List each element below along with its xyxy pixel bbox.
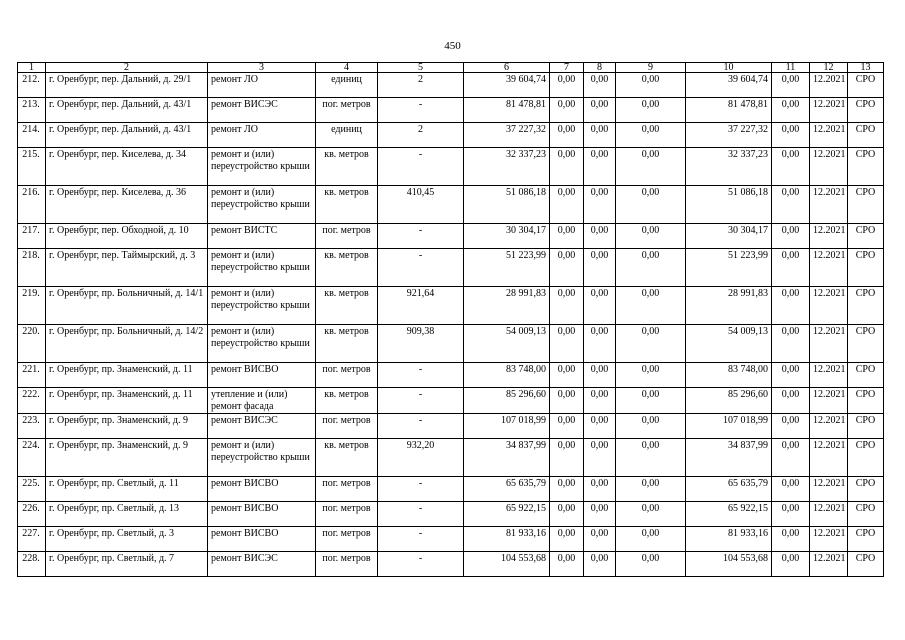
address-cell: г. Оренбург, пер. Киселева, д. 36 (46, 186, 208, 224)
fund-col10-cell: 54 009,13 (686, 325, 772, 363)
work-type-cell: ремонт ВИСВО (208, 527, 316, 552)
completion-date-cell: 12.2021 (810, 363, 848, 388)
fund-col8-cell: 0,00 (584, 439, 616, 477)
fund-col10-cell: 39 604,74 (686, 73, 772, 98)
total-cost-cell: 107 018,99 (464, 414, 550, 439)
funding-source-cell: СРО (848, 414, 884, 439)
row-number-cell: 220. (18, 325, 46, 363)
unit-cell: пог. метров (316, 502, 378, 527)
table-row (18, 414, 884, 439)
fund-col7-cell: 0,00 (550, 186, 584, 224)
row-number-cell: 223. (18, 414, 46, 439)
fund-col11-cell: 0,00 (772, 287, 810, 325)
fund-col7-cell: 0,00 (550, 287, 584, 325)
table-row (18, 224, 884, 249)
column-header: 3 (208, 63, 316, 73)
work-type-cell: ремонт и (или) переустройство крыши (208, 186, 316, 224)
quantity-cell: 2 (378, 123, 464, 148)
fund-col11-cell: 0,00 (772, 148, 810, 186)
fund-col9-cell: 0,00 (616, 73, 686, 98)
table-row (18, 186, 884, 224)
fund-col9-cell: 0,00 (616, 363, 686, 388)
page-number: 450 (444, 40, 461, 52)
address-cell: г. Оренбург, пр. Светлый, д. 7 (46, 552, 208, 577)
quantity-cell: 909,38 (378, 325, 464, 363)
fund-col9-cell: 0,00 (616, 502, 686, 527)
completion-date-cell: 12.2021 (810, 552, 848, 577)
total-cost-cell: 39 604,74 (464, 73, 550, 98)
fund-col8-cell: 0,00 (584, 363, 616, 388)
row-number-cell: 222. (18, 388, 46, 414)
row-number-cell: 215. (18, 148, 46, 186)
unit-cell: пог. метров (316, 527, 378, 552)
fund-col7-cell: 0,00 (550, 388, 584, 414)
address-cell: г. Оренбург, пр. Светлый, д. 13 (46, 502, 208, 527)
fund-col9-cell: 0,00 (616, 388, 686, 414)
fund-col9-cell: 0,00 (616, 186, 686, 224)
fund-col11-cell: 0,00 (772, 186, 810, 224)
fund-col11-cell: 0,00 (772, 249, 810, 287)
row-number-cell: 219. (18, 287, 46, 325)
column-header: 10 (686, 63, 772, 73)
address-cell: г. Оренбург, пр. Знаменский, д. 11 (46, 363, 208, 388)
funding-source-cell: СРО (848, 502, 884, 527)
row-number-cell: 216. (18, 186, 46, 224)
total-cost-cell: 83 748,00 (464, 363, 550, 388)
quantity-cell: - (378, 552, 464, 577)
column-header: 8 (584, 63, 616, 73)
funding-source-cell: СРО (848, 73, 884, 98)
fund-col8-cell: 0,00 (584, 388, 616, 414)
work-type-cell: ремонт ВИСЭС (208, 552, 316, 577)
quantity-cell: 932,20 (378, 439, 464, 477)
fund-col11-cell: 0,00 (772, 527, 810, 552)
fund-col7-cell: 0,00 (550, 148, 584, 186)
fund-col8-cell: 0,00 (584, 552, 616, 577)
completion-date-cell: 12.2021 (810, 502, 848, 527)
unit-cell: пог. метров (316, 224, 378, 249)
fund-col9-cell: 0,00 (616, 477, 686, 502)
funding-source-cell: СРО (848, 325, 884, 363)
work-type-cell: ремонт ЛО (208, 73, 316, 98)
table-row (18, 363, 884, 388)
quantity-cell: - (378, 477, 464, 502)
funding-source-cell: СРО (848, 287, 884, 325)
completion-date-cell: 12.2021 (810, 148, 848, 186)
unit-cell: пог. метров (316, 552, 378, 577)
fund-col7-cell: 0,00 (550, 552, 584, 577)
unit-cell: пог. метров (316, 363, 378, 388)
row-number-cell: 214. (18, 123, 46, 148)
total-cost-cell: 54 009,13 (464, 325, 550, 363)
fund-col10-cell: 85 296,60 (686, 388, 772, 414)
quantity-cell: - (378, 527, 464, 552)
column-header: 7 (550, 63, 584, 73)
table-row (18, 123, 884, 148)
unit-cell: кв. метров (316, 388, 378, 414)
fund-col8-cell: 0,00 (584, 98, 616, 123)
column-number-row (18, 63, 884, 73)
quantity-cell: - (378, 388, 464, 414)
table-row (18, 287, 884, 325)
fund-col10-cell: 65 922,15 (686, 502, 772, 527)
fund-col10-cell: 32 337,23 (686, 148, 772, 186)
fund-col11-cell: 0,00 (772, 477, 810, 502)
completion-date-cell: 12.2021 (810, 287, 848, 325)
row-number-cell: 213. (18, 98, 46, 123)
unit-cell: пог. метров (316, 477, 378, 502)
fund-col10-cell: 81 933,16 (686, 527, 772, 552)
quantity-cell: - (378, 249, 464, 287)
fund-col7-cell: 0,00 (550, 439, 584, 477)
fund-col10-cell: 107 018,99 (686, 414, 772, 439)
total-cost-cell: 34 837,99 (464, 439, 550, 477)
address-cell: г. Оренбург, пр. Знаменский, д. 11 (46, 388, 208, 414)
column-header: 12 (810, 63, 848, 73)
quantity-cell: - (378, 98, 464, 123)
table-row (18, 527, 884, 552)
address-cell: г. Оренбург, пр. Знаменский, д. 9 (46, 439, 208, 477)
address-cell: г. Оренбург, пер. Таймырский, д. 3 (46, 249, 208, 287)
funding-source-cell: СРО (848, 123, 884, 148)
unit-cell: кв. метров (316, 249, 378, 287)
address-cell: г. Оренбург, пер. Обходной, д. 10 (46, 224, 208, 249)
total-cost-cell: 37 227,32 (464, 123, 550, 148)
unit-cell: кв. метров (316, 325, 378, 363)
fund-col9-cell: 0,00 (616, 439, 686, 477)
fund-col9-cell: 0,00 (616, 249, 686, 287)
fund-col10-cell: 34 837,99 (686, 439, 772, 477)
fund-col7-cell: 0,00 (550, 325, 584, 363)
quantity-cell: - (378, 414, 464, 439)
quantity-cell: - (378, 502, 464, 527)
fund-col11-cell: 0,00 (772, 414, 810, 439)
fund-col7-cell: 0,00 (550, 477, 584, 502)
completion-date-cell: 12.2021 (810, 123, 848, 148)
row-number-cell: 226. (18, 502, 46, 527)
fund-col11-cell: 0,00 (772, 502, 810, 527)
row-number-cell: 217. (18, 224, 46, 249)
fund-col9-cell: 0,00 (616, 527, 686, 552)
fund-col9-cell: 0,00 (616, 123, 686, 148)
fund-col7-cell: 0,00 (550, 73, 584, 98)
funding-source-cell: СРО (848, 388, 884, 414)
unit-cell: кв. метров (316, 287, 378, 325)
fund-col9-cell: 0,00 (616, 148, 686, 186)
work-type-cell: ремонт ЛО (208, 123, 316, 148)
fund-col10-cell: 81 478,81 (686, 98, 772, 123)
work-type-cell: ремонт и (или) переустройство крыши (208, 148, 316, 186)
column-header: 5 (378, 63, 464, 73)
funding-source-cell: СРО (848, 552, 884, 577)
fund-col11-cell: 0,00 (772, 552, 810, 577)
quantity-cell: - (378, 224, 464, 249)
completion-date-cell: 12.2021 (810, 325, 848, 363)
funding-source-cell: СРО (848, 249, 884, 287)
fund-col7-cell: 0,00 (550, 527, 584, 552)
row-number-cell: 218. (18, 249, 46, 287)
fund-col8-cell: 0,00 (584, 325, 616, 363)
fund-col9-cell: 0,00 (616, 98, 686, 123)
table-row (18, 249, 884, 287)
fund-col9-cell: 0,00 (616, 552, 686, 577)
unit-cell: кв. метров (316, 186, 378, 224)
completion-date-cell: 12.2021 (810, 98, 848, 123)
address-cell: г. Оренбург, пер. Дальний, д. 43/1 (46, 98, 208, 123)
address-cell: г. Оренбург, пр. Знаменский, д. 9 (46, 414, 208, 439)
row-number-cell: 221. (18, 363, 46, 388)
work-type-cell: ремонт и (или) переустройство крыши (208, 325, 316, 363)
completion-date-cell: 12.2021 (810, 477, 848, 502)
completion-date-cell: 12.2021 (810, 186, 848, 224)
total-cost-cell: 51 086,18 (464, 186, 550, 224)
completion-date-cell: 12.2021 (810, 527, 848, 552)
address-cell: г. Оренбург, пер. Дальний, д. 43/1 (46, 123, 208, 148)
fund-col7-cell: 0,00 (550, 249, 584, 287)
fund-col10-cell: 28 991,83 (686, 287, 772, 325)
column-header: 6 (464, 63, 550, 73)
quantity-cell: 921,64 (378, 287, 464, 325)
address-cell: г. Оренбург, пр. Больничный, д. 14/2 (46, 325, 208, 363)
funding-source-cell: СРО (848, 224, 884, 249)
completion-date-cell: 12.2021 (810, 224, 848, 249)
quantity-cell: 410,45 (378, 186, 464, 224)
table-row (18, 325, 884, 363)
unit-cell: единиц (316, 123, 378, 148)
fund-col9-cell: 0,00 (616, 224, 686, 249)
funding-source-cell: СРО (848, 477, 884, 502)
column-header: 11 (772, 63, 810, 73)
table-row (18, 98, 884, 123)
address-cell: г. Оренбург, пр. Светлый, д. 11 (46, 477, 208, 502)
unit-cell: кв. метров (316, 439, 378, 477)
fund-col7-cell: 0,00 (550, 363, 584, 388)
row-number-cell: 227. (18, 527, 46, 552)
completion-date-cell: 12.2021 (810, 249, 848, 287)
fund-col11-cell: 0,00 (772, 325, 810, 363)
work-type-cell: ремонт ВИСВО (208, 477, 316, 502)
column-header: 9 (616, 63, 686, 73)
quantity-cell: - (378, 363, 464, 388)
completion-date-cell: 12.2021 (810, 414, 848, 439)
fund-col11-cell: 0,00 (772, 388, 810, 414)
column-header: 1 (18, 63, 46, 73)
fund-col7-cell: 0,00 (550, 414, 584, 439)
work-type-cell: ремонт ВИСЭС (208, 414, 316, 439)
total-cost-cell: 81 478,81 (464, 98, 550, 123)
total-cost-cell: 85 296,60 (464, 388, 550, 414)
fund-col10-cell: 65 635,79 (686, 477, 772, 502)
funding-source-cell: СРО (848, 527, 884, 552)
fund-col9-cell: 0,00 (616, 414, 686, 439)
row-number-cell: 212. (18, 73, 46, 98)
column-header: 4 (316, 63, 378, 73)
table-row (18, 388, 884, 414)
total-cost-cell: 30 304,17 (464, 224, 550, 249)
fund-col7-cell: 0,00 (550, 224, 584, 249)
funding-source-cell: СРО (848, 439, 884, 477)
table-row (18, 73, 884, 98)
column-header: 13 (848, 63, 884, 73)
fund-col11-cell: 0,00 (772, 123, 810, 148)
fund-col7-cell: 0,00 (550, 502, 584, 527)
fund-col8-cell: 0,00 (584, 249, 616, 287)
work-type-cell: утепление и (или) ремонт фасада (208, 388, 316, 414)
work-type-cell: ремонт и (или) переустройство крыши (208, 439, 316, 477)
completion-date-cell: 12.2021 (810, 73, 848, 98)
funding-source-cell: СРО (848, 98, 884, 123)
fund-col8-cell: 0,00 (584, 527, 616, 552)
funding-source-cell: СРО (848, 186, 884, 224)
fund-col8-cell: 0,00 (584, 224, 616, 249)
fund-col8-cell: 0,00 (584, 502, 616, 527)
address-cell: г. Оренбург, пер. Киселева, д. 34 (46, 148, 208, 186)
table-row (18, 439, 884, 477)
unit-cell: кв. метров (316, 148, 378, 186)
total-cost-cell: 65 635,79 (464, 477, 550, 502)
fund-col11-cell: 0,00 (772, 98, 810, 123)
funding-source-cell: СРО (848, 363, 884, 388)
fund-col8-cell: 0,00 (584, 477, 616, 502)
fund-col8-cell: 0,00 (584, 186, 616, 224)
fund-col8-cell: 0,00 (584, 287, 616, 325)
address-cell: г. Оренбург, пр. Больничный, д. 14/1 (46, 287, 208, 325)
total-cost-cell: 65 922,15 (464, 502, 550, 527)
fund-col9-cell: 0,00 (616, 325, 686, 363)
fund-col11-cell: 0,00 (772, 224, 810, 249)
work-type-cell: ремонт ВИСВО (208, 502, 316, 527)
fund-col7-cell: 0,00 (550, 123, 584, 148)
fund-col7-cell: 0,00 (550, 98, 584, 123)
repair-register-table (17, 62, 884, 577)
work-type-cell: ремонт и (или) переустройство крыши (208, 249, 316, 287)
completion-date-cell: 12.2021 (810, 439, 848, 477)
work-type-cell: ремонт ВИСВО (208, 363, 316, 388)
fund-col10-cell: 51 223,99 (686, 249, 772, 287)
work-type-cell: ремонт ВИСТС (208, 224, 316, 249)
work-type-cell: ремонт ВИСЭС (208, 98, 316, 123)
total-cost-cell: 32 337,23 (464, 148, 550, 186)
fund-col11-cell: 0,00 (772, 439, 810, 477)
row-number-cell: 224. (18, 439, 46, 477)
work-type-cell: ремонт и (или) переустройство крыши (208, 287, 316, 325)
fund-col10-cell: 37 227,32 (686, 123, 772, 148)
table-row (18, 502, 884, 527)
unit-cell: единиц (316, 73, 378, 98)
fund-col10-cell: 83 748,00 (686, 363, 772, 388)
unit-cell: пог. метров (316, 414, 378, 439)
address-cell: г. Оренбург, пер. Дальний, д. 29/1 (46, 73, 208, 98)
address-cell: г. Оренбург, пр. Светлый, д. 3 (46, 527, 208, 552)
unit-cell: пог. метров (316, 98, 378, 123)
quantity-cell: 2 (378, 73, 464, 98)
total-cost-cell: 104 553,68 (464, 552, 550, 577)
funding-source-cell: СРО (848, 148, 884, 186)
total-cost-cell: 81 933,16 (464, 527, 550, 552)
fund-col8-cell: 0,00 (584, 148, 616, 186)
fund-col10-cell: 30 304,17 (686, 224, 772, 249)
total-cost-cell: 28 991,83 (464, 287, 550, 325)
quantity-cell: - (378, 148, 464, 186)
fund-col10-cell: 104 553,68 (686, 552, 772, 577)
fund-col8-cell: 0,00 (584, 414, 616, 439)
fund-col11-cell: 0,00 (772, 73, 810, 98)
row-number-cell: 225. (18, 477, 46, 502)
fund-col9-cell: 0,00 (616, 287, 686, 325)
fund-col11-cell: 0,00 (772, 363, 810, 388)
table-row (18, 552, 884, 577)
row-number-cell: 228. (18, 552, 46, 577)
fund-col8-cell: 0,00 (584, 73, 616, 98)
completion-date-cell: 12.2021 (810, 388, 848, 414)
fund-col8-cell: 0,00 (584, 123, 616, 148)
column-header: 2 (46, 63, 208, 73)
total-cost-cell: 51 223,99 (464, 249, 550, 287)
fund-col10-cell: 51 086,18 (686, 186, 772, 224)
table-row (18, 148, 884, 186)
table-row (18, 477, 884, 502)
